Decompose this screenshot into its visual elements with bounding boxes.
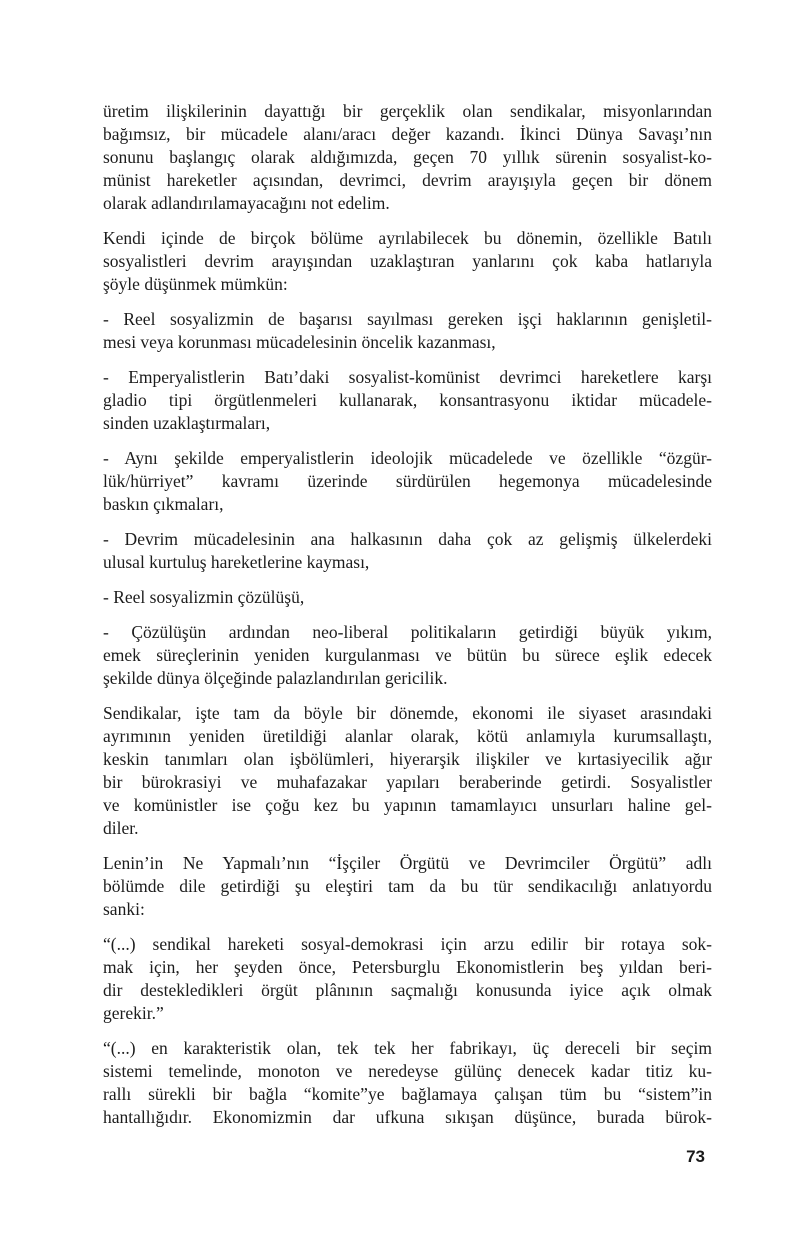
text-line: sanki: [103, 899, 145, 919]
text-line: üretim ilişkilerinin dayattığı bir gerçeklik olan sendikalar, misyonlarından [103, 101, 712, 121]
text-line: dir destekledikleri örgüt plânının saçmalığı konusunda iyice açık olmak [103, 980, 712, 1000]
paragraph [103, 702, 712, 840]
text-line: emek süreçlerinin yeniden kurgulanması ve bütün bu sürece eşlik edecek [103, 645, 712, 665]
text-line: olarak adlandırılamayacağını not edelim. [103, 193, 390, 213]
text-line: gladio tipi örgütlenmeleri kullanarak, konsantrasyonu iktidar mücadele- [103, 390, 712, 410]
text-line: gerekir.” [103, 1003, 164, 1023]
text-line: - Devrim mücadelesinin ana halkasının daha çok az gelişmiş ülkelerdeki [103, 529, 712, 549]
quote-paragraph [103, 1037, 712, 1129]
body-text [103, 100, 712, 1141]
text-line: münist hareketler açısından, devrimci, devrim arayışıyla geçen bir dönem [103, 170, 712, 190]
text-line: rallı sürekli bir bağla “komite”ye bağlamaya çalışan tüm bu “sistem”in [103, 1084, 712, 1104]
text-line: Lenin’in Ne Yapmalı’nın “İşçiler Örgütü ve Devrimciler Örgütü” adlı [103, 853, 712, 873]
text-line: “(...) en karakteristik olan, tek tek her fabrikayı, üç dereceli bir seçim [103, 1038, 712, 1058]
text-line: ayrımının yeniden üretildiği alanlar olarak, kötü anlamıyla kurumsallaştı, [103, 726, 712, 746]
text-line: bağımsız, bir mücadele alanı/aracı değer kazandı. İkinci Dünya Savaşı’nın [103, 124, 712, 144]
text-line: - Emperyalistlerin Batı’daki sosyalist-komünist devrimci hareketlere karşı [103, 367, 712, 387]
text-line: sonunu başlangıç olarak aldığımızda, geçen 70 yıllık sürenin sosyalist-ko- [103, 147, 712, 167]
text-line: ulusal kurtuluş hareketlerine kayması, [103, 552, 370, 572]
text-line: hantallığıdır. Ekonomizmin dar ufkuna sıkışan düşünce, burada bürok- [103, 1107, 712, 1127]
text-line: mak için, her şeyden önce, Petersburglu Ekonomistlerin beş yıldan beri- [103, 957, 712, 977]
text-line: lük/hürriyet” kavramı üzerinde sürdürülen hegemonya mücadelesinde [103, 471, 712, 491]
text-line: sistemi temelinde, monoton ve neredeyse gülünç denecek kadar titiz ku- [103, 1061, 712, 1081]
list-item [103, 447, 712, 516]
paragraph [103, 100, 712, 215]
list-item [103, 586, 712, 609]
text-line: baskın çıkmaları, [103, 494, 224, 514]
list-item [103, 308, 712, 354]
text-line: ve komünistler ise çoğu kez bu yapının tamamlayıcı unsurları haline gel- [103, 795, 712, 815]
text-line: diler. [103, 818, 139, 838]
text-line: - Çözülüşün ardından neo-liberal politikaların getirdiği büyük yıkım, [103, 622, 712, 642]
text-line: sosyalistleri devrim arayışından uzaklaştıran yanlarını çok kaba hatlarıyla [103, 251, 712, 271]
paragraph [103, 227, 712, 296]
text-line: keskin tanımları olan işbölümleri, hiyerarşik ilişkiler ve kırtasiyecilik ağır [103, 749, 712, 769]
text-line: sinden uzaklaştırmaları, [103, 413, 271, 433]
quote-paragraph [103, 933, 712, 1025]
text-line: şöyle düşünmek mümkün: [103, 274, 288, 294]
text-line: mesi veya korunması mücadelesinin öncelik kazanması, [103, 332, 496, 352]
paragraph [103, 852, 712, 921]
list-item [103, 528, 712, 574]
text-line: - Aynı şekilde emperyalistlerin ideolojik mücadelede ve özellikle “özgür- [103, 448, 712, 468]
page-number: 73 [686, 1147, 705, 1166]
text-line: bölümde dile getirdiği şu eleştiri tam da bu tür sendikacılığı anlatıyordu [103, 876, 712, 896]
text-line: - Reel sosyalizmin de başarısı sayılması gereken işçi haklarının genişletil- [103, 309, 712, 329]
text-line: şekilde dünya ölçeğinde palazlandırılan gericilik. [103, 668, 448, 688]
text-line: Sendikalar, işte tam da böyle bir dönemde, ekonomi ile siyaset arasındaki [103, 703, 712, 723]
text-line: “(...) sendikal hareketi sosyal-demokrasi için arzu edilir bir rotaya sok- [103, 934, 712, 954]
text-line: bir bürokrasiyi ve muhafazakar yapıları beraberinde getirdi. Sosyalistler [103, 772, 712, 792]
text-line: - Reel sosyalizmin çözülüşü, [103, 587, 305, 607]
list-item [103, 366, 712, 435]
list-item [103, 621, 712, 690]
text-line: Kendi içinde de birçok bölüme ayrılabilecek bu dönemin, özellikle Batılı [103, 228, 712, 248]
